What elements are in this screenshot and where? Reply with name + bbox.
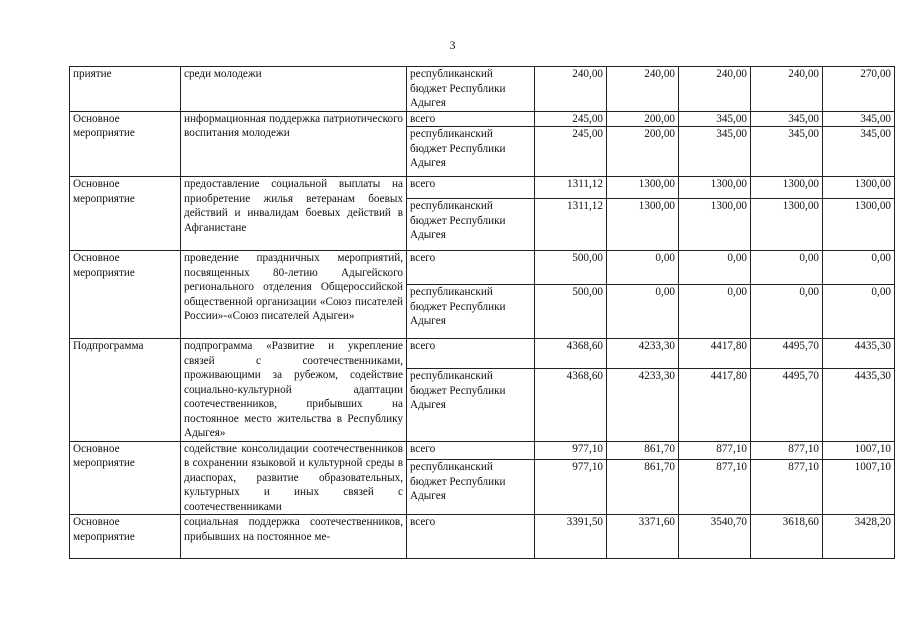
value-cell: 1300,00 xyxy=(607,177,679,199)
value-cell: 1007,10 xyxy=(823,441,895,460)
value-cell: 4233,30 xyxy=(607,339,679,369)
funding-source-cell: всего xyxy=(407,177,535,199)
value-cell: 4435,30 xyxy=(823,339,895,369)
value-cell: 345,00 xyxy=(823,127,895,177)
event-description-cell: предоставление социальной выплаты на приобретение жилья ветеранам боевых действий и инвалидам боевых действий в Афганистане xyxy=(181,177,407,251)
value-cell: 4417,80 xyxy=(679,339,751,369)
value-cell: 1300,00 xyxy=(823,199,895,251)
value-cell: 0,00 xyxy=(751,251,823,285)
event-type-cell: Подпрограмма xyxy=(70,339,181,442)
funding-source-cell: республиканский бюджет Республики Адыгея xyxy=(407,67,535,112)
value-cell: 270,00 xyxy=(823,67,895,112)
value-cell: 4435,30 xyxy=(823,369,895,441)
value-cell: 240,00 xyxy=(535,67,607,112)
value-cell: 977,10 xyxy=(535,460,607,515)
value-cell: 1300,00 xyxy=(751,177,823,199)
value-cell: 0,00 xyxy=(679,285,751,339)
value-cell: 1300,00 xyxy=(607,199,679,251)
table-row xyxy=(70,111,895,127)
funding-source-cell: всего xyxy=(407,251,535,285)
value-cell: 200,00 xyxy=(607,127,679,177)
table-row xyxy=(70,177,895,199)
event-description-cell: социальная поддержка соотечественников, прибывших на постоянное ме- xyxy=(181,515,407,559)
value-cell: 3618,60 xyxy=(751,515,823,559)
page-number: 3 xyxy=(449,38,456,52)
value-cell: 200,00 xyxy=(607,111,679,127)
funding-source-cell: всего xyxy=(407,111,535,127)
event-description-cell: подпрограмма «Развитие и укрепление связей с соотечественниками, проживающими за рубежом, содействие социально-культурной адаптации соотечественников, прибывших на постоянное место жительства в Республику Адыгея» xyxy=(181,339,407,442)
value-cell: 1007,10 xyxy=(823,460,895,515)
value-cell: 0,00 xyxy=(823,285,895,339)
value-cell: 3428,20 xyxy=(823,515,895,559)
value-cell: 345,00 xyxy=(679,127,751,177)
table-row xyxy=(70,339,895,369)
funding-source-cell: всего xyxy=(407,339,535,369)
value-cell: 861,70 xyxy=(607,460,679,515)
funding-source-cell: всего xyxy=(407,441,535,460)
value-cell: 3391,50 xyxy=(535,515,607,559)
value-cell: 1300,00 xyxy=(823,177,895,199)
value-cell: 345,00 xyxy=(751,127,823,177)
value-cell: 240,00 xyxy=(679,67,751,112)
table-row xyxy=(70,251,895,285)
funding-source-cell: республиканский бюджет Республики Адыгея xyxy=(407,285,535,339)
value-cell: 4368,60 xyxy=(535,369,607,441)
value-cell: 240,00 xyxy=(607,67,679,112)
value-cell: 4495,70 xyxy=(751,369,823,441)
value-cell: 1300,00 xyxy=(679,177,751,199)
value-cell: 1300,00 xyxy=(679,199,751,251)
event-description-cell: содействие консолидации соотечественников в сохранении языковой и культурной среды в диаспорах, развитие образовательных, культурных и иных связей с соотечественниками xyxy=(181,441,407,515)
value-cell: 1311,12 xyxy=(535,177,607,199)
event-type-cell: Основное мероприятие xyxy=(70,111,181,177)
value-cell: 861,70 xyxy=(607,441,679,460)
value-cell: 3371,60 xyxy=(607,515,679,559)
table-row xyxy=(70,515,895,559)
value-cell: 0,00 xyxy=(679,251,751,285)
value-cell: 500,00 xyxy=(535,251,607,285)
value-cell: 0,00 xyxy=(607,285,679,339)
value-cell: 4368,60 xyxy=(535,339,607,369)
value-cell: 0,00 xyxy=(607,251,679,285)
value-cell: 0,00 xyxy=(751,285,823,339)
value-cell: 4495,70 xyxy=(751,339,823,369)
value-cell: 1311,12 xyxy=(535,199,607,251)
value-cell: 977,10 xyxy=(535,441,607,460)
value-cell: 240,00 xyxy=(751,67,823,112)
value-cell: 877,10 xyxy=(679,441,751,460)
funding-source-cell: республиканский бюджет Республики Адыгея xyxy=(407,127,535,177)
value-cell: 345,00 xyxy=(823,111,895,127)
value-cell: 3540,70 xyxy=(679,515,751,559)
table-row xyxy=(70,441,895,460)
value-cell: 877,10 xyxy=(679,460,751,515)
event-type-cell: приятие xyxy=(70,67,181,112)
event-type-cell: Основное мероприятие xyxy=(70,251,181,339)
value-cell: 245,00 xyxy=(535,127,607,177)
value-cell: 877,10 xyxy=(751,441,823,460)
event-description-cell: проведение праздничных мероприятий, посвященных 80-летию Адыгейского регионального отделения Общероссийской общественной организации «Союз писателей России»-«Союз писателей Адыгеи» xyxy=(181,251,407,339)
value-cell: 0,00 xyxy=(823,251,895,285)
funding-source-cell: республиканский бюджет Республики Адыгея xyxy=(407,199,535,251)
value-cell: 4417,80 xyxy=(679,369,751,441)
value-cell: 345,00 xyxy=(751,111,823,127)
value-cell: 877,10 xyxy=(751,460,823,515)
value-cell: 4233,30 xyxy=(607,369,679,441)
event-description-cell: информационная поддержка патриотического воспитания молодежи xyxy=(181,111,407,177)
funding-source-cell: республиканский бюджет Республики Адыгея xyxy=(407,460,535,515)
event-type-cell: Основное мероприятие xyxy=(70,515,181,559)
funding-source-cell: республиканский бюджет Республики Адыгея xyxy=(407,369,535,441)
value-cell: 500,00 xyxy=(535,285,607,339)
event-type-cell: Основное мероприятие xyxy=(70,441,181,515)
budget-table xyxy=(69,66,895,559)
value-cell: 345,00 xyxy=(679,111,751,127)
event-type-cell: Основное мероприятие xyxy=(70,177,181,251)
event-description-cell: среди молодежи xyxy=(181,67,407,112)
value-cell: 1300,00 xyxy=(751,199,823,251)
table-row xyxy=(70,67,895,112)
funding-source-cell: всего xyxy=(407,515,535,559)
value-cell: 245,00 xyxy=(535,111,607,127)
